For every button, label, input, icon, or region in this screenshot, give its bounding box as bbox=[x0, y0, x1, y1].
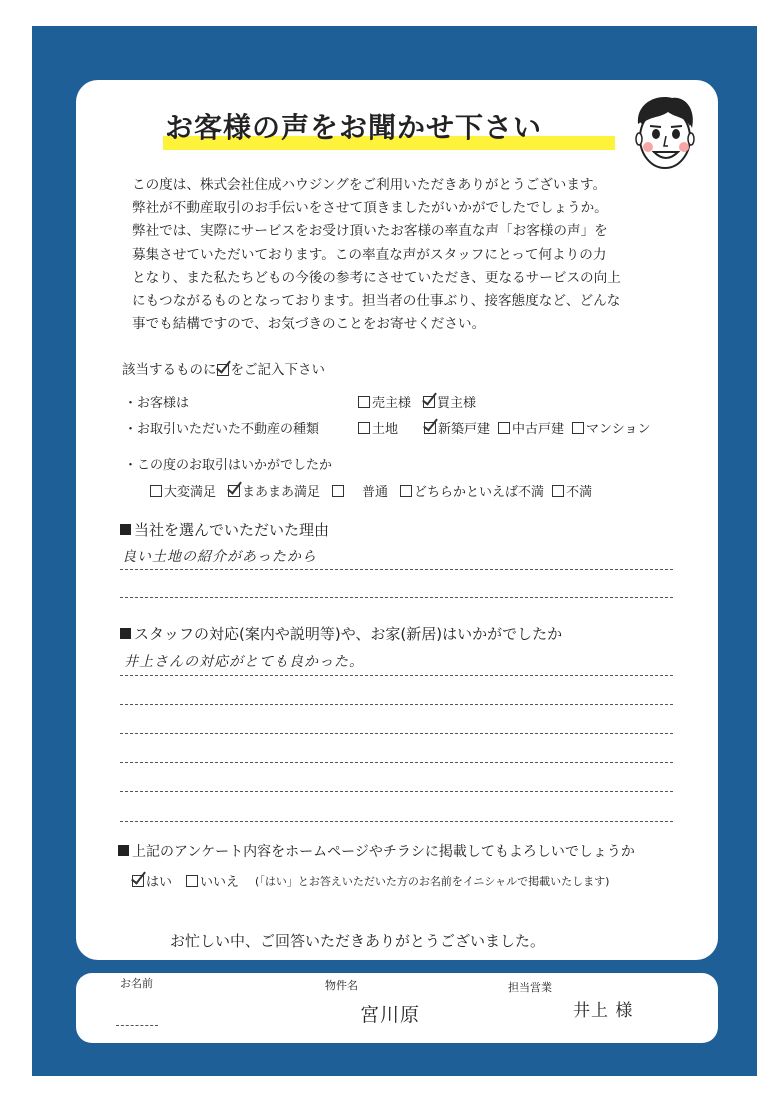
answer-line bbox=[120, 791, 673, 792]
option-land[interactable]: 土地 bbox=[358, 418, 398, 437]
intro-line: にもつながるものとなっております。担当者の仕事ぶり、接客態度など、どんな bbox=[132, 293, 621, 310]
option-very-satisfied[interactable]: 大変満足 bbox=[150, 481, 216, 500]
intro-line: この度は、株式会社住成ハウジングをご利用いただきありがとうございます。 bbox=[132, 177, 607, 193]
closing-message: お忙しい中、ご回答いただきありがとうございました。 bbox=[170, 932, 546, 950]
answer-line bbox=[120, 597, 673, 598]
intro-text bbox=[132, 174, 677, 336]
sales-value[interactable]: 井上 様 bbox=[573, 1001, 634, 1021]
sales-label: 担当営業 bbox=[508, 981, 552, 994]
property-label: 物件名 bbox=[325, 979, 358, 992]
option-seller[interactable]: 売主様 bbox=[358, 392, 411, 411]
option-buyer[interactable]: 買主様 bbox=[423, 392, 476, 411]
answer-line bbox=[120, 569, 673, 570]
reason-heading: 当社を選んでいただいた理由 bbox=[120, 519, 329, 540]
intro-line: 弊社が不動産取引のお手伝いをさせて頂きましたがいかがでしたでしょうか。 bbox=[132, 200, 608, 217]
intro-line: 弊社では、実際にサービスをお受け頂いたお客様の率直な声「お客様の声」を bbox=[132, 223, 608, 240]
publish-heading: 上記のアンケート内容をホームページやチラシに掲載してもよろしいでしょうか bbox=[118, 841, 635, 861]
publish-note: (「はい」とお答えいただいた方のお名前をイニシャルで掲載いたします) bbox=[255, 874, 610, 888]
staff-answer[interactable]: 井上さんの対応がとても良かった。 bbox=[124, 654, 364, 670]
answer-line bbox=[120, 821, 673, 822]
publish-options bbox=[132, 871, 609, 890]
question-customer-type-label: ・お客様は bbox=[124, 396, 190, 411]
option-used-house[interactable]: 中古戸建 bbox=[498, 418, 564, 437]
intro-line: となり、また私たちどもの今後の参考にさせていただき、更なるサービスの向上 bbox=[132, 269, 621, 286]
staff-heading: スタッフの対応(案内や説明等)や、お家(新居)はいかがでしたか bbox=[120, 623, 562, 644]
intro-line: 事でも結構ですので、お気づきのことをお寄せください。 bbox=[132, 316, 486, 333]
square-bullet-icon bbox=[120, 524, 131, 535]
option-mansion[interactable]: マンション bbox=[572, 418, 650, 437]
name-line bbox=[116, 1025, 158, 1026]
answer-line bbox=[120, 704, 673, 705]
option-publish-no[interactable]: いいえ bbox=[186, 871, 239, 890]
square-bullet-icon bbox=[118, 845, 129, 856]
checkbox-icon[interactable] bbox=[552, 485, 564, 497]
checkbox-checked-icon[interactable] bbox=[132, 875, 144, 887]
property-value[interactable]: 宮川原 bbox=[360, 1004, 421, 1026]
checkbox-icon[interactable] bbox=[572, 422, 584, 434]
option-somewhat-dissatisfied[interactable]: どちらかといえば不満 bbox=[400, 481, 544, 500]
checkbox-icon[interactable] bbox=[358, 422, 370, 434]
checkbox-icon[interactable] bbox=[400, 485, 412, 497]
checkbox-icon[interactable] bbox=[150, 485, 162, 497]
answer-line bbox=[120, 762, 673, 763]
page-title: お客様の声をお聞かせ下さい bbox=[165, 111, 543, 144]
checkbox-checked-icon[interactable] bbox=[228, 485, 240, 497]
answer-line bbox=[120, 675, 673, 676]
title-block bbox=[163, 106, 603, 154]
reason-answer[interactable]: 良い土地の紹介があったから bbox=[122, 549, 317, 565]
checkbox-icon[interactable] bbox=[358, 396, 370, 408]
checkbox-checked-icon[interactable] bbox=[423, 396, 435, 408]
checkbox-icon[interactable] bbox=[498, 422, 510, 434]
option-new-house[interactable]: 新築戸建 bbox=[424, 418, 490, 437]
answer-line bbox=[120, 733, 673, 734]
question-customer-type-options bbox=[358, 392, 488, 411]
question-satisfaction-options bbox=[150, 481, 592, 500]
option-publish-yes[interactable]: はい bbox=[132, 871, 172, 890]
name-label: お名前 bbox=[120, 977, 153, 990]
sample-checkbox-icon bbox=[217, 364, 229, 376]
instruction-text: 該当するものに をご記入下さい bbox=[122, 362, 325, 378]
option-dissatisfied[interactable]: 不満 bbox=[552, 481, 592, 500]
square-bullet-icon bbox=[120, 628, 131, 639]
option-normal[interactable]: 普通 bbox=[332, 481, 388, 500]
question-property-type-label: ・お取引いただいた不動産の種類 bbox=[124, 422, 320, 437]
option-fairly-satisfied[interactable]: まあまあ満足 bbox=[228, 481, 320, 500]
question-property-type-options bbox=[358, 418, 650, 437]
intro-line: 募集させていただいております。この率直な声がスタッフにとって何よりの力 bbox=[132, 246, 607, 263]
question-satisfaction-label: ・この度のお取引はいかがでしたか bbox=[124, 458, 333, 473]
checkbox-icon[interactable] bbox=[186, 875, 198, 887]
checkbox-checked-icon[interactable] bbox=[424, 422, 436, 434]
checkbox-icon[interactable] bbox=[332, 485, 344, 497]
mascot-face-icon bbox=[628, 92, 700, 174]
